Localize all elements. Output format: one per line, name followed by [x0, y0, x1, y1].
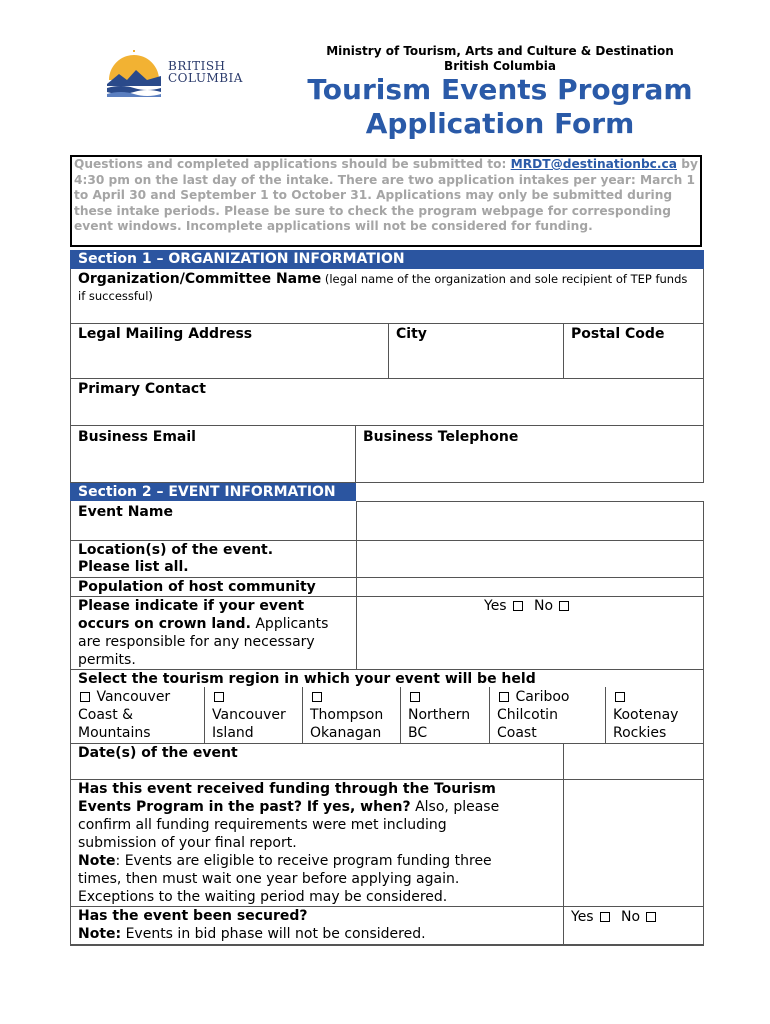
event-secured-label	[78, 907, 426, 943]
email-link[interactable]: MRDT@destinationbc.ca	[510, 157, 677, 171]
secured-line-1: Has the event been secured?	[78, 908, 308, 924]
location-label-line-1: Location(s) of the event.	[78, 542, 274, 558]
secured-options	[571, 908, 658, 926]
crown-no-checkbox[interactable]	[559, 601, 569, 611]
region-line: Thompson	[310, 707, 384, 723]
population-label: Population of host community	[78, 579, 316, 595]
secured-yes-label: Yes	[571, 909, 594, 925]
region-line: Northern	[408, 707, 471, 723]
crown-land-line-4: permits.	[78, 652, 136, 668]
event-dates-label: Date(s) of the event	[78, 745, 238, 761]
title-line-2: Application Form	[365, 107, 635, 140]
ministry-name	[300, 44, 700, 74]
crown-no-label: No	[533, 598, 554, 614]
secured-no-label: No	[620, 909, 641, 925]
business-email-label: Business Email	[78, 429, 196, 445]
region-line: Kootenay	[613, 707, 679, 723]
event-name-label: Event Name	[78, 504, 173, 520]
ministry-line-1: Ministry of Tourism, Arts and Culture & Destination	[326, 44, 674, 58]
secured-no-checkbox[interactable]	[646, 912, 656, 922]
intro-notice	[70, 155, 702, 247]
region-checkbox[interactable]	[410, 692, 420, 702]
region-line: Cariboo	[515, 689, 570, 705]
secured-note-label: Note:	[78, 926, 122, 942]
region-line: Island	[212, 725, 254, 741]
region-line: Coast	[497, 725, 537, 741]
region-line: Chilcotin	[497, 707, 558, 723]
region-option-vi[interactable]	[212, 688, 286, 742]
region-option-vcm[interactable]	[78, 688, 170, 742]
region-line: Rockies	[613, 725, 667, 741]
funding-line-3: confirm all funding requirements were met including	[78, 817, 447, 833]
region-label: Select the tourism region in which your event will be held	[78, 671, 536, 687]
funding-note-2: times, then must wait one year before applying again.	[78, 871, 460, 887]
funding-note-label: Note	[78, 853, 116, 869]
bc-logo-sun-icon	[103, 50, 165, 98]
region-checkbox[interactable]	[80, 692, 90, 702]
funding-line-4: submission of your final report.	[78, 835, 297, 851]
org-name-label: Organization/Committee Name	[78, 271, 322, 287]
crown-yes-label: Yes	[484, 598, 507, 614]
crown-land-line-2: occurs on crown land.	[78, 616, 251, 632]
section-1-header: Section 1 – ORGANIZATION INFORMATION	[70, 250, 704, 269]
ministry-line-2: British Columbia	[444, 59, 556, 73]
org-name-note: (legal name of the organization and sole recipient of TEP funds if successful)	[78, 272, 688, 303]
region-line: BC	[408, 725, 428, 741]
secured-yes-checkbox[interactable]	[600, 912, 610, 922]
past-funding-label	[78, 780, 558, 906]
postal-code-field-label: Postal Code	[571, 326, 665, 342]
region-line: Coast &	[78, 707, 134, 723]
logo-line-1: BRITISH	[168, 59, 226, 73]
org-name-field[interactable]	[78, 271, 698, 305]
address-field-label: Legal Mailing Address	[78, 326, 253, 342]
funding-note-1: : Events are eligible to receive program funding three	[115, 853, 492, 869]
location-label-line-2: Please list all.	[78, 559, 189, 575]
location-label	[78, 542, 273, 576]
region-option-cc[interactable]	[497, 688, 569, 742]
region-checkbox[interactable]	[214, 692, 224, 702]
region-line: Vancouver	[96, 689, 171, 705]
intro-rest: by 4:30 pm on the last day of the intake. There are two application intakes per year: March 1 to April 30 and September 1 to October 31. Applications may only be submitted during these intake periods. Please be sure to check the program webpage for corresponding event windows. Incomplete applications will not be considered for funding.	[74, 157, 698, 233]
page-title	[300, 73, 700, 141]
bc-logo-wordmark	[168, 60, 243, 84]
funding-line-2: Events Program in the past? If yes, when?	[78, 799, 411, 815]
crown-land-label	[78, 597, 328, 669]
crown-land-line-3: are responsible for any necessary	[78, 634, 315, 650]
title-line-1: Tourism Events Program	[307, 73, 693, 106]
crown-land-line-2b: Applicants	[250, 616, 329, 632]
region-option-kr[interactable]	[613, 688, 678, 742]
region-line: Okanagan	[310, 725, 382, 741]
crown-land-line-1: Please indicate if your event	[78, 598, 305, 614]
funding-line-2b: Also, please	[410, 799, 500, 815]
funding-line-1: Has this event received funding through the Tourism	[78, 781, 496, 797]
crown-land-options	[484, 597, 571, 615]
primary-contact-label: Primary Contact	[78, 381, 206, 397]
business-telephone-label: Business Telephone	[363, 429, 519, 445]
region-option-nbc[interactable]	[408, 688, 470, 742]
region-checkbox[interactable]	[615, 692, 625, 702]
region-line: Mountains	[78, 725, 151, 741]
secured-note: Events in bid phase will not be considered.	[121, 926, 426, 942]
region-checkbox[interactable]	[312, 692, 322, 702]
region-line: Vancouver	[212, 707, 286, 723]
intro-prefix: Questions and completed applications should be submitted to:	[74, 157, 511, 171]
region-checkbox[interactable]	[499, 692, 509, 702]
city-field-label: City	[396, 326, 427, 342]
crown-yes-checkbox[interactable]	[513, 601, 523, 611]
funding-note-3: Exceptions to the waiting period may be considered.	[78, 889, 448, 905]
region-option-to[interactable]	[310, 688, 383, 742]
section-2-header: Section 2 – EVENT INFORMATION	[70, 483, 356, 501]
logo-line-2: COLUMBIA	[168, 71, 243, 85]
